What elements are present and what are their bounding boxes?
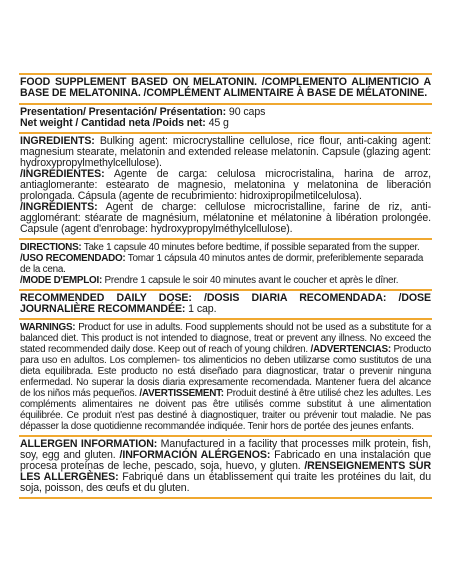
presentation-label: Presentation/ Presentación/ Présentation: [20, 105, 227, 118]
ingredients-es [20, 169, 431, 202]
allergen-section [19, 437, 432, 497]
supplement-label-panel [19, 73, 432, 499]
ingredients-fr-text: Agent de charge: cellulose microcristalline, farine de riz, anti-agglomérant: stéarate de magnésium, mélatonine et mélatonine à libération prolongée. Capsule (agent d'enrobage: hydroxypropylméthylcellulose). [20, 200, 431, 235]
daily-dose-label: RECOMMENDED DAILY DOSE: /DOSIS DIARIA RECOMENDADA: /DOSE JOURNALIÈRE RECOMMANDÉE: [20, 291, 431, 315]
warnings-es-text: Producto para uso en adultos. Los complemen- tos alimenticios no deben utilizarse como sustitutos de una dieta equilibrada. Este producto no está diseñado para diagnosticar, tratar o prevenir ninguna enfermedad. No superar la dosis diaria expresamente recomendada. Mantener fuera del alcance de los niños más pequeños. [20, 343, 431, 399]
ingredients-fr-label: /INGRÉDIENTS: [20, 200, 98, 213]
directions-section [19, 240, 432, 289]
divider-bar [19, 497, 432, 499]
directions-fr-text: Prendre 1 capsule le soir 40 minutes avant le coucher et après le dîner. [102, 274, 399, 286]
allergen-es-text: Fabricado en una instalación que procesa proteínas de leche, pescado, soja, huevo, y gluten. [20, 448, 431, 472]
net-weight-row [20, 118, 431, 129]
warnings-section [19, 320, 432, 435]
ingredients-en-label: INGREDIENTS: [20, 134, 95, 147]
allergen-es-label: /INFORMACIÓN ALÉRGENOS: [115, 448, 271, 461]
warnings-es-label: /ADVERTENCIAS: [307, 343, 391, 355]
directions-es [20, 253, 431, 275]
allergen-fr-text: Fabriqué dans un établissement qui traite les protéines du lait, du soja, poisson, des œufs et du gluten. [20, 470, 431, 494]
directions-en [20, 242, 431, 253]
directions-fr-label: /MODE D'EMPLOI: [20, 274, 102, 286]
warnings-en-text: Product for use in adults. Food supplements should not be used as a substitute for a balanced diet. This product is not intended to diagnose, treat or prevent any illness. No exceed the stated recommended daily dose. Keep out of reach of young children. [20, 321, 431, 355]
ingredients-fr [20, 202, 431, 235]
ingredients-en-text: Bulking agent: microcrystalline cellulose, rice flour, anti-caking agent: magnesium stearate, melatonin and extended release melatonin. Capsule (glazing agent: hydroxypropylmethylcellulose). [20, 134, 431, 169]
directions-en-label: DIRECTIONS: [20, 241, 82, 253]
warnings-en-label: WARNINGS: [20, 321, 76, 333]
daily-dose-value: 1 cap. [185, 302, 217, 315]
ingredients-en [20, 136, 431, 169]
allergen-fr-label: /RENSEIGNEMENTS SUR LES ALLERGÈNES: [20, 459, 431, 483]
product-title [19, 75, 432, 103]
net-weight-value: 45 g [205, 116, 229, 129]
ingredients-section [19, 134, 432, 238]
allergen-en-text: Manufactured in a facility that processes milk protein, fish, soy, egg and gluten. [20, 437, 431, 461]
allergen-en-label: ALLERGEN INFORMATION: [20, 437, 158, 450]
directions-es-label: /USO RECOMENDADO: [20, 252, 126, 264]
directions-es-text: Tomar 1 cápsula 40 minutos antes de dormir, preferiblemente separada de la cena. [20, 252, 424, 275]
net-weight-label: Net weight / Cantidad neta /Poids net: [20, 116, 206, 129]
product-title-text: FOOD SUPPLEMENT BASED ON MELATONIN. /COMPLEMENTO ALIMENTICIO A BASE DE MELATONINA. /COMPLÉMENT ALIMENTAIRE À BASE DE MÉLATONINE. [20, 76, 431, 100]
presentation-section [19, 105, 432, 132]
warnings-fr-text: Produit destiné à être utilisé chez les adultes. Les compléments alimentaires ne doivent pas être utilisés comme substitut à une alimentation équilibrée. Ce produit n'est pas destiné à diagnostiquer, traiter ou prévenir tout maladie. Ne pas dépasser la dose quotidienne recommandée indiquée. Tenir hors de portée des jeunes enfants. [20, 387, 431, 432]
daily-dose-section [19, 291, 432, 318]
directions-fr [20, 275, 431, 286]
ingredients-es-text: Agente de carga: celulosa microcristalina, harina de arroz, antiaglomerante: estearato de magnesio, melatonina y melatonina de liberación prolongada. Cápsula (agente de recubrimiento: hidroxipropilmetilcelulosa). [20, 167, 431, 202]
ingredients-es-label: /INGREDIENTES: [20, 167, 105, 180]
warnings-fr-label: /AVERTISSEMENT: [136, 387, 224, 399]
presentation-value: 90 caps [226, 105, 266, 118]
directions-en-text: Take 1 capsule 40 minutes before bedtime, if possible separated from the supper. [81, 241, 420, 253]
